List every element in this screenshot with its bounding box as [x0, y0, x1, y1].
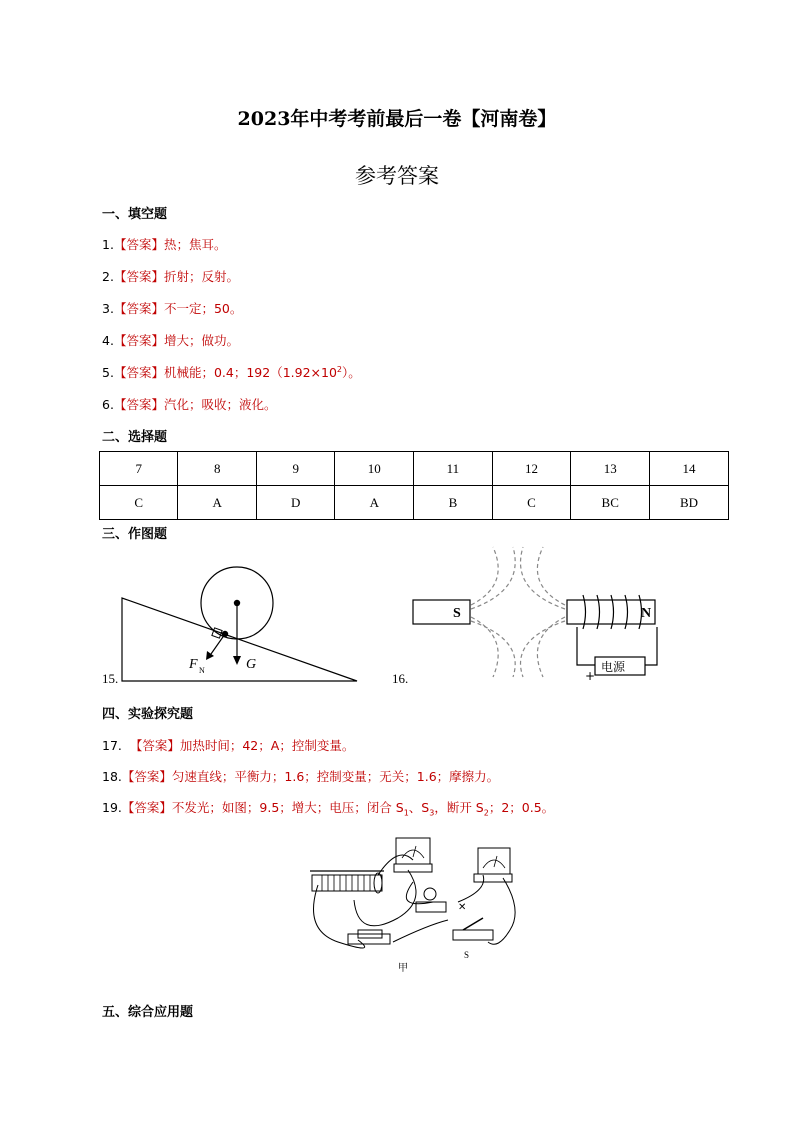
answer-subscript: 1 — [403, 808, 409, 818]
answer-18 — [102, 767, 499, 785]
table-cell: 11 — [414, 452, 493, 486]
lamp-bulb — [424, 888, 436, 900]
table-cell: B — [414, 486, 493, 520]
answer-subscript: 3 — [429, 808, 435, 818]
table-cell: 8 — [178, 452, 257, 486]
answer-tag: 【答案】 — [113, 301, 164, 316]
answer-17 — [102, 736, 354, 754]
answer-number: 18. — [102, 769, 122, 784]
answer-text: 加热时间；42；A；控制变量。 — [179, 738, 355, 753]
rheostat-coil — [322, 875, 370, 891]
answer-text: 汽化；吸收；液化。 — [163, 397, 277, 412]
switch-base — [453, 930, 493, 940]
table-cell: C — [492, 486, 571, 520]
battery-holder — [348, 934, 390, 944]
answer-number: 5. — [102, 365, 114, 380]
answer-tag: 【答案】 — [129, 738, 180, 753]
circuit-wires — [314, 855, 516, 948]
answer-5 — [102, 363, 361, 381]
answer-tag: 【答案】 — [121, 800, 172, 815]
section-drawing: 三、作图题 — [102, 527, 168, 542]
section-choice: 二、选择题 — [102, 430, 168, 445]
ammeter-box — [396, 838, 430, 864]
answer-19 — [102, 798, 554, 818]
switch-label: S — [464, 950, 470, 960]
answer-text: 折射；反射。 — [163, 269, 239, 284]
gravity-arrowhead — [233, 656, 241, 665]
answer-text: 匀速直线；平衡力；1.6；控制变量；无关；1.6；摩擦力。 — [171, 769, 500, 784]
answer-text: 不一定；50。 — [163, 301, 243, 316]
page-title: 2023年中考考前最后一卷【河南卷】 — [237, 108, 557, 130]
normal-force-label: F — [189, 657, 198, 672]
pole-s-label: S — [453, 606, 461, 621]
field-lines — [471, 547, 565, 677]
table-cell: 12 — [492, 452, 571, 486]
answer-3 — [102, 299, 242, 317]
table-cell: 7 — [100, 452, 178, 486]
answer-exponent: 2 — [336, 364, 342, 374]
answer-number: 2. — [102, 269, 114, 284]
broken-wire-mark: ✕ — [458, 902, 467, 913]
section-experiment: 四、实验探究题 — [102, 707, 194, 722]
pole-n-label: N — [641, 606, 652, 621]
gravity-label: G — [246, 657, 257, 672]
figure-16-magnetic-field — [405, 545, 675, 683]
table-row-answers — [100, 486, 729, 520]
answer-tag: 【答案】 — [113, 333, 164, 348]
answer-number: 4. — [102, 333, 114, 348]
answer-text: 、S — [408, 800, 430, 815]
answer-tag: 【答案】 — [121, 769, 172, 784]
answer-tag: 【答案】 — [113, 397, 164, 412]
normal-force-arrow — [211, 634, 225, 654]
answer-number: 1. — [102, 237, 114, 252]
rheostat-end — [374, 873, 382, 893]
answer-tag: 【答案】 — [113, 237, 164, 252]
answer-subscript: 2 — [483, 808, 489, 818]
answer-text: 机械能；0.4；192（1.92×10 — [163, 365, 337, 380]
answer-1 — [102, 235, 226, 253]
answer-text: 热；焦耳。 — [163, 237, 227, 252]
table-cell: D — [256, 486, 335, 520]
answer-text: ；2；0.5。 — [488, 800, 555, 815]
answer-text: 不发光；如图；9.5；增大；电压；闭合 S — [171, 800, 404, 815]
rheostat-body — [312, 875, 382, 891]
table-cell: BC — [571, 486, 650, 520]
table-row-numbers — [100, 452, 729, 486]
section-application: 五、综合应用题 — [102, 1005, 194, 1020]
answer-number: 6. — [102, 397, 114, 412]
voltmeter-base — [474, 874, 512, 882]
plus-sign: + — [585, 669, 596, 683]
table-cell: A — [335, 486, 414, 520]
circuit-caption: 甲 — [398, 963, 408, 974]
section-fill-blank: 一、填空题 — [102, 207, 168, 222]
answer-number: 3. — [102, 301, 114, 316]
table-cell: 9 — [256, 452, 335, 486]
answer-number: 17. — [102, 738, 122, 753]
choice-answer-table — [99, 451, 729, 520]
table-cell: 14 — [650, 452, 729, 486]
table-cell: BD — [650, 486, 729, 520]
answer-6 — [102, 395, 276, 413]
figure-15-incline — [100, 550, 365, 690]
bar-magnet — [413, 600, 470, 624]
table-cell: 13 — [571, 452, 650, 486]
answer-text: ，断开 S — [434, 800, 484, 815]
normal-force-subscript: N — [199, 666, 205, 675]
table-cell: C — [100, 486, 178, 520]
answer-text-tail: ）。 — [342, 365, 361, 380]
voltmeter-box — [478, 848, 510, 874]
answer-number: 19. — [102, 800, 122, 815]
circuit-figure — [298, 830, 526, 976]
answer-tag: 【答案】 — [113, 269, 164, 284]
answer-tag: 【答案】 — [113, 365, 164, 380]
ammeter-base — [394, 864, 432, 872]
table-cell: 10 — [335, 452, 414, 486]
table-cell: A — [178, 486, 257, 520]
voltmeter-needle — [494, 856, 497, 867]
ammeter-needle — [413, 846, 416, 857]
figure-16-number: 16. — [392, 671, 409, 686]
page-subtitle: 参考答案 — [355, 164, 439, 188]
answer-2 — [102, 267, 239, 285]
answer-4 — [102, 331, 239, 349]
switch-lever — [463, 918, 483, 930]
answer-text: 增大；做功。 — [163, 333, 239, 348]
power-source-label: 电源 — [601, 660, 626, 674]
figure-15-number: 15. — [102, 671, 119, 686]
